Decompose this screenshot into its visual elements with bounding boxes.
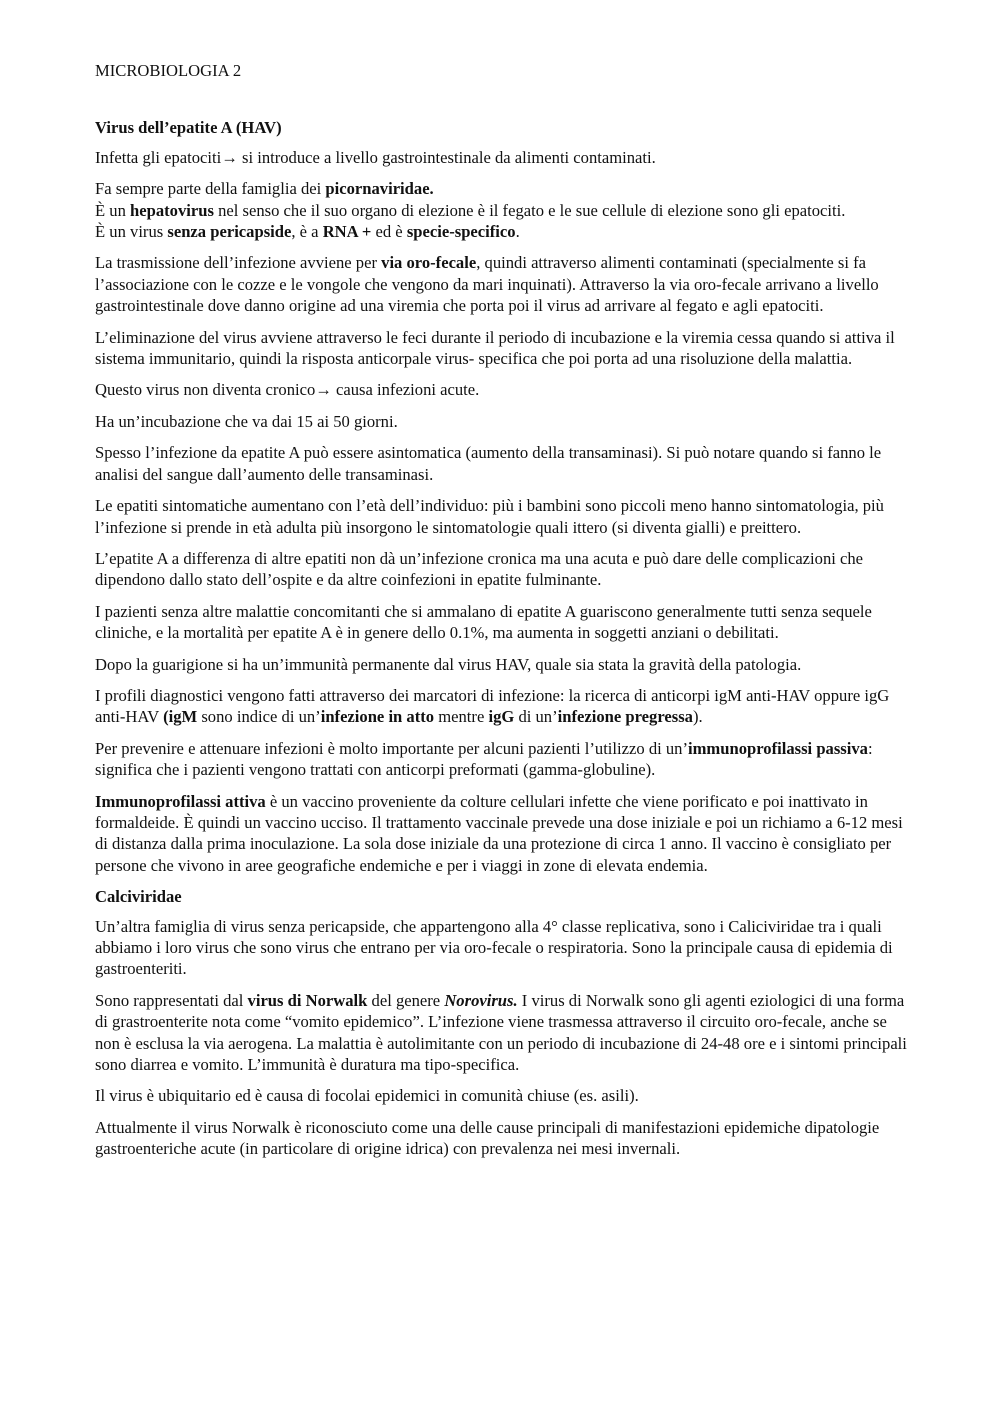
section-title-hav: Virus dell’epatite A (HAV) bbox=[95, 118, 282, 138]
paragraph bbox=[95, 685, 910, 728]
text: Fa sempre parte della famiglia dei bbox=[95, 179, 326, 199]
text: I virus di Norwalk sono gli agenti eziologici di una forma di grastroenterite nota come “vomito epidemico”. L’infezione viene trasmessa attraverso il circuito oro-fecale, anche se non è esclusa la via aerogena. La malattia è autolimitante con un periodo di incubazione di 24-48 ore e i sintomi principali sono diarrea e vomito. L’immunità è duratura ma tipo-specifica. bbox=[95, 990, 907, 1075]
text: Infetta gli epatociti→ si introduce a livello gastrointestinale da alimenti contaminati. bbox=[95, 147, 656, 167]
paragraph: L’epatite A a differenza di altre epatiti non dà un’infezione cronica ma una acuta e può dare delle complicazioni che dipendono dallo stato dell’ospite e da altre coinfezioni in epatite fulminante. bbox=[95, 548, 864, 590]
text: ). bbox=[692, 707, 703, 727]
bold-italic-term bbox=[444, 991, 517, 1010]
bold-term: via oro-fecale bbox=[381, 253, 477, 273]
paragraph: Ha un’incubazione che va dai 15 ai 50 giorni. bbox=[95, 411, 398, 431]
paragraph: Questo virus non diventa cronico→ causa infezioni acute. bbox=[95, 380, 480, 400]
genus-name: Norovirus. bbox=[444, 990, 518, 1010]
text: La trasmissione dell’infezione avviene per bbox=[95, 253, 382, 273]
paragraph: Le epatiti sintomatiche aumentano con l’età dell’individuo: più i bambini sono piccoli meno hanno sintomatologia, più l’infezione si prende in età adulta più insorgono le sintomatologie quali ittero (si diventa gialli) e preittero. bbox=[95, 496, 884, 537]
bold-term: infezione pregressa bbox=[557, 707, 693, 727]
text: . bbox=[515, 222, 520, 242]
text: , è a bbox=[291, 222, 323, 242]
text: di un’ bbox=[514, 707, 558, 727]
text: nel senso che il suo organo di elezione è il fegato e le sue cellule di elezione sono gli epatociti. bbox=[213, 200, 846, 220]
text: : significa che i pazienti vengono trattati con anticorpi preformati (gamma-globuline). bbox=[95, 738, 873, 780]
section-title-calciviridae: Calciviridae bbox=[95, 887, 182, 907]
paragraph: I pazienti senza altre malattie concomitanti che si ammalano di epatite A guariscono generalmente tutti senza sequele cliniche, e la mortalità per epatite A è in genere dello 0.1%, ma aumenta in soggetti anziani o debilitati. bbox=[95, 601, 872, 643]
bold-term: specie-specifico bbox=[406, 222, 516, 242]
bold-term: RNA + bbox=[322, 222, 372, 242]
page-header: MICROBIOLOGIA 2 bbox=[95, 61, 242, 80]
bold-term: senza pericapside bbox=[167, 222, 292, 242]
paragraph bbox=[95, 200, 910, 221]
paragraph bbox=[95, 738, 910, 781]
text: del genere bbox=[367, 990, 445, 1010]
paragraph: L’eliminazione del virus avviene attraverso le feci durante il periodo di incubazione e la viremia cessa quando si attiva il sistema immunitario, quindi la risposta anticorpale virus- specifica che poi porta ad una risoluzione della malattia. bbox=[95, 327, 895, 369]
text: Sono rappresentati dal bbox=[95, 990, 248, 1010]
paragraph bbox=[95, 178, 910, 199]
document-page bbox=[95, 60, 910, 1170]
paragraph bbox=[95, 252, 910, 316]
text: è un vaccino proveniente da colture cellulari infette che viene porificato e poi inattivato in formaldeide. È quindi un vaccino ucciso. Il trattamento vaccinale prevede una dose iniziale e poi un richiamo a 6-12 mesi di distanza dalla prima inoculazione. La sola dose iniziale da una protezione di circa 1 anno. Il vaccino è consigliato per persone che vivono in aree geografiche endemiche e per i viaggi in zone di elevata endemia. bbox=[95, 791, 903, 875]
bold-term: igG bbox=[488, 707, 515, 727]
text: Per prevenire e attenuare infezioni è molto importante per alcuni pazienti l’utilizzo di un’ bbox=[95, 738, 688, 758]
paragraph: Un’altra famiglia di virus senza pericapside, che appartengono alla 4° classe replicativa, sono i Caliciviridae tra i quali abbiamo i loro virus che sono virus che entrano per via oro-fecale o respiratoria. Sono la principale causa di epidemia di gastroenteriti. bbox=[95, 916, 893, 979]
bold-term: immunoprofilassi passiva bbox=[688, 738, 868, 758]
paragraph bbox=[95, 990, 910, 1076]
text: È un virus bbox=[95, 222, 168, 242]
text: sono indice di un’ bbox=[197, 707, 321, 727]
bold-term: picornaviridae. bbox=[325, 179, 434, 199]
paragraph: Il virus è ubiquitario ed è causa di focolai epidemici in comunità chiuse (es. asili). bbox=[95, 1086, 639, 1106]
bold-term: Immunoprofilassi attiva bbox=[95, 791, 266, 811]
paragraph bbox=[95, 791, 910, 877]
paragraph: Spesso l’infezione da epatite A può essere asintomatica (aumento della transaminasi). Si può notare quando si fanno le analisi del sangue dall’aumento delle transaminasi. bbox=[95, 443, 882, 484]
paragraph bbox=[95, 221, 910, 242]
bold-term: (igM bbox=[163, 707, 198, 727]
bold-term: infezione in atto bbox=[320, 707, 435, 727]
text: I profili diagnostici vengono fatti attraverso dei marcatori di infezione: la ricerca di anticorpi igM anti-HAV oppure igG anti-HAV bbox=[95, 685, 890, 727]
text: È un bbox=[95, 200, 131, 220]
paragraph bbox=[95, 147, 910, 168]
paragraph: Dopo la guarigione si ha un’immunità permanente dal virus HAV, quale sia stata la gravità della patologia. bbox=[95, 654, 802, 674]
bold-term: hepatovirus bbox=[130, 200, 214, 220]
text: mentre bbox=[434, 707, 489, 727]
bold-term: virus di Norwalk bbox=[247, 990, 368, 1010]
text: ed è bbox=[371, 222, 407, 242]
paragraph: Attualmente il virus Norwalk è riconosciuto come una delle cause principali di manifestazioni epidemiche dipatologie gastroenteriche acute (in particolare di origine idrica) con prevalenza nei mesi invernali. bbox=[95, 1117, 880, 1159]
text: , quindi attraverso alimenti contaminati (specialmente si fa l’associazione con le cozze e le vongole che vengono da mari inquinati). Attraverso la via oro-fecale arrivano a livello gastrointestinale dove danno origine ad una viremia che porta poi il virus ad arrivare al fegato e agli epatociti. bbox=[95, 253, 879, 316]
